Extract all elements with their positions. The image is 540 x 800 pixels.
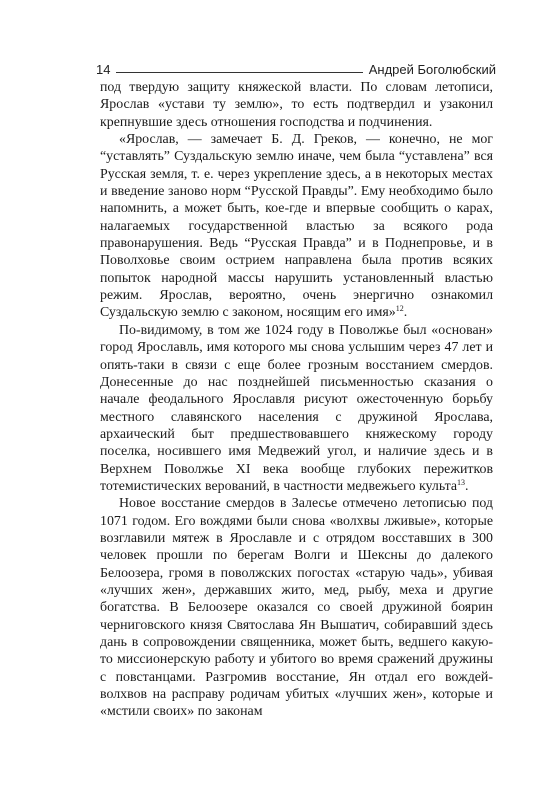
paragraph-2: «Ярослав, — замечает Б. Д. Греков, — конечно, не мог “уставлять” Суздальскую землю иначе, чем была “уставлена” вся Русская земля, т. е. через укрепление здесь, а в некоторых местах и введение заново норм “Русской Правды”. Ему необходимо было напомнить, а может быть, кое-где и впервые сообщить о карах, налагаемых государственной властью за всякого рода правонарушения. Ведь “Русская Правда” и в Поднепровье, и в Поволховье своим острием направлена была против всяких попыток народной массы нарушить установленный властью режим. Ярослав, вероятно, очень энергично ознакомил Суздальскую землю с законом, носящим его имя»$^{12}$. [100, 132, 493, 321]
paragraph-4 [100, 495, 493, 720]
paragraph-1-text: под твердую защиту княжеской власти. По словам летописи, Ярослав «устави ту землю», то есть подтвердил и узаконил крепнувшие здесь отношения господства и подчинения. [100, 80, 493, 130]
paragraph-2-text: «Ярослав, — замечает Б. Д. Греков, — конечно, не мог “уставлять” Суздальскую землю иначе, чем была “уставлена” вся Русская земля, т. е. через укрепление здесь, а в некоторых местах и введение заново норм “Русской Правды”. Ему необходимо было напомнить, а может быть, кое-где и впервые сообщить о карах, налагаемых государственной властью за всякого рода правонарушения. Ведь “Русская Правда” и в Поднепровье, и в Поволховье своим острием направлена была против всяких попыток народной массы нарушить установленный властью режим. Ярослав, вероятно, очень энергично ознакомил Суздальскую землю с законом, носящим его имя» [100, 132, 493, 321]
page-number: 14 [96, 62, 111, 77]
paragraph-1 [100, 79, 493, 131]
paragraph-3: По-видимому, в том же 1024 году в Поволжье был «основан» город Ярославль, имя которого мы снова услышим через 47 лет и опять-таки в связи с еще более грозным восстанием смердов. Донесенные до нас позднейшей письменностью сказания о начале феодального Ярославля рисуют ожесточенную борьбу местного славянского населения с дружиной Ярослава, архаический быт предшествовавшего княжескому городу поселка, носившего имя Медвежий угол, и наличие здесь и в Верхнем Поволжье XI века вообще глубоких пережитков тотемистических верований, в частности медвежьего культа$^{13}$. [100, 322, 493, 494]
body-text [100, 79, 493, 721]
header-rule [116, 72, 362, 73]
footnote-marker-12: 12 [395, 304, 404, 314]
book-title: Андрей Боголюбский [368, 62, 496, 77]
paragraph-4-text: Новое восстание смердов в Залесье отмечено летописью под 1071 годом. Его вождями были снова «волхвы лживые», которые возглавили мятеж в Ярославле и с отрядом восставших в 300 человек прошли по берегам Волги и Шексны до далекого Белоозера, громя в поволжских погостах «старую чадь», убивая «лучших жен», державших жито, мед, рыбу, меха и другие богатства. В Белоозере оказался со своей дружиной боярин черниговского князя Святослава Ян Вышатич, собиравший здесь дань в сопровождении священника, может быть, ведшего какую-то миссионерскую работу и убитого во время сражений дружины с повстанцами. Разгромив восстание, Ян отдал его вождей-волхвов на расправу родичам убитых «лучших жен», которые и «мстили своих» по законам [100, 496, 493, 720]
paragraph-3-text: По-видимому, в том же 1024 году в Поволжье был «основан» город Ярославль, имя которого мы снова услышим через 47 лет и опять-таки в связи с еще более грозным восстанием смердов. Донесенные до нас позднейшей письменностью сказания о начале феодального Ярославля рисуют ожесточенную борьбу местного славянского населения с дружиной Ярослава, архаический быт предшествовавшего княжескому городу поселка, носившего имя Медвежий угол, и наличие здесь и в Верхнем Поволжье XI века вообще глубоких пережитков тотемистических верований, в частности медвежьего культа [100, 322, 493, 494]
running-header [96, 55, 496, 77]
footnote-marker-13: 13 [457, 477, 466, 487]
